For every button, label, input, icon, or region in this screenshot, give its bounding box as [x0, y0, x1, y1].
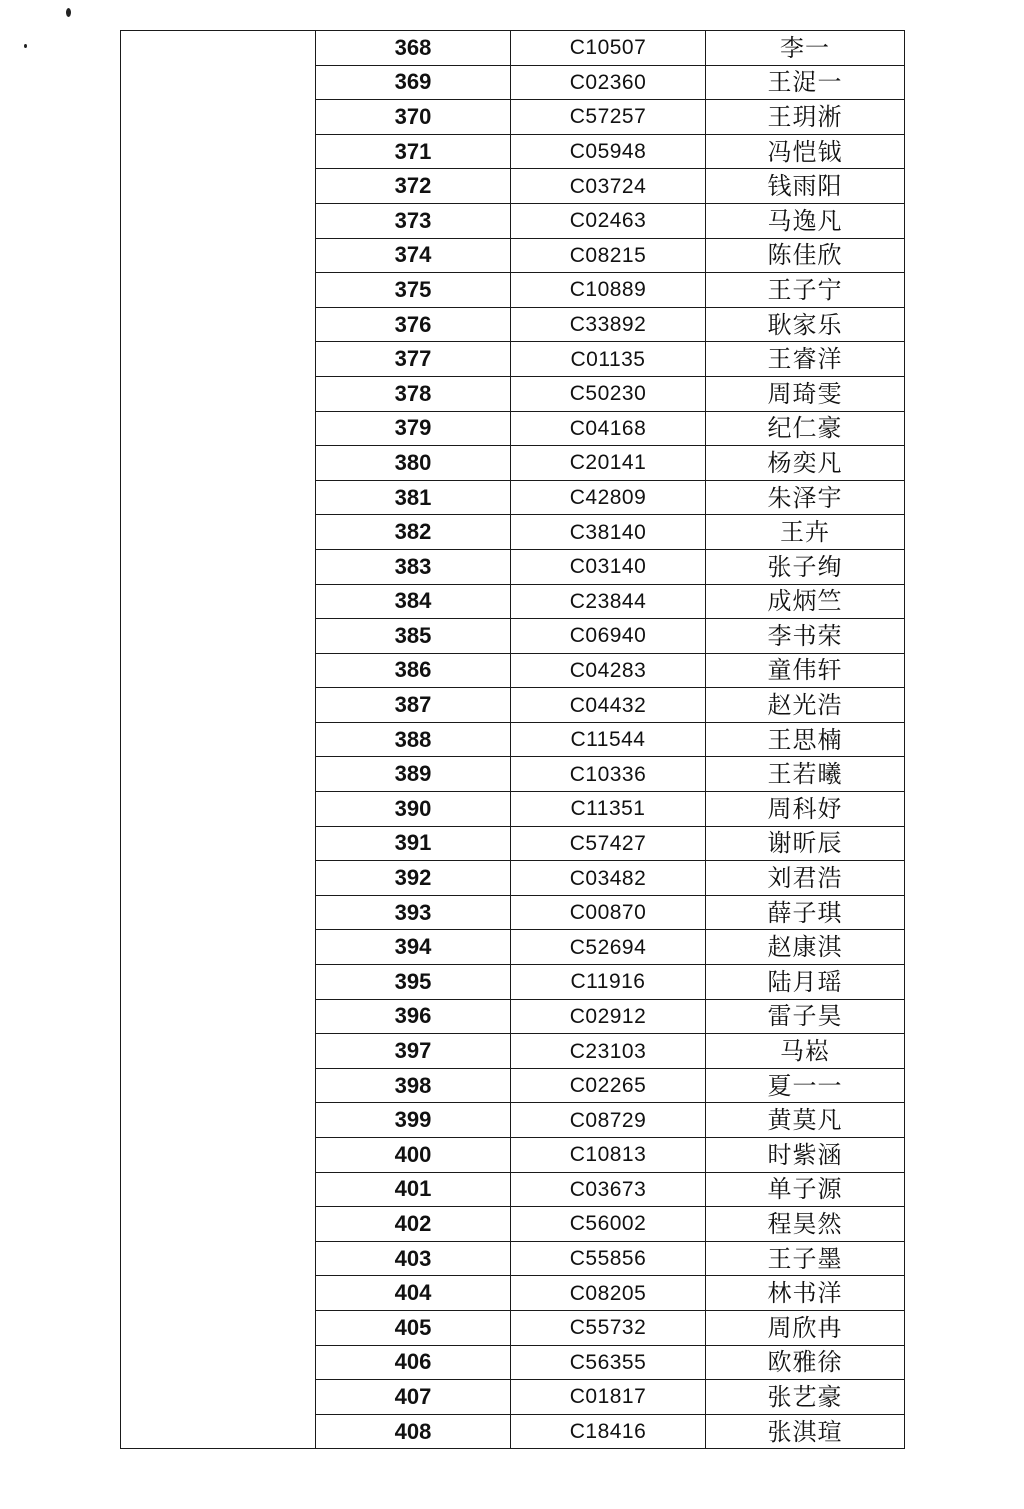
- name-cell: 张子绚: [706, 549, 905, 584]
- name-cell: 赵康淇: [706, 930, 905, 965]
- code-cell: C08729: [511, 1103, 706, 1138]
- code-cell: C57257: [511, 100, 706, 135]
- name-cell: 李书荣: [706, 619, 905, 654]
- name-cell: 刘君浩: [706, 861, 905, 896]
- scan-speck: [24, 44, 27, 48]
- code-cell: C23844: [511, 584, 706, 619]
- row-number-cell: 406: [316, 1345, 511, 1380]
- row-number-cell: 395: [316, 965, 511, 1000]
- name-cell: 王卉: [706, 515, 905, 550]
- code-cell: C56002: [511, 1207, 706, 1242]
- code-cell: C23103: [511, 1034, 706, 1069]
- row-number-cell: 381: [316, 480, 511, 515]
- code-cell: C08215: [511, 238, 706, 273]
- row-number-cell: 378: [316, 376, 511, 411]
- name-cell: 王玥淅: [706, 100, 905, 135]
- code-cell: C18416: [511, 1414, 706, 1449]
- code-cell: C33892: [511, 307, 706, 342]
- table-row: [121, 31, 905, 66]
- blank-merged-cell: [121, 31, 316, 1449]
- row-number-cell: 391: [316, 826, 511, 861]
- row-number-cell: 390: [316, 792, 511, 827]
- code-cell: C52694: [511, 930, 706, 965]
- name-cell: 时紫涵: [706, 1138, 905, 1173]
- row-number-cell: 400: [316, 1138, 511, 1173]
- name-cell: 王若曦: [706, 757, 905, 792]
- code-cell: C11351: [511, 792, 706, 827]
- code-cell: C10507: [511, 31, 706, 66]
- name-cell: 周琦雯: [706, 376, 905, 411]
- code-cell: C02360: [511, 65, 706, 100]
- name-cell: 童伟轩: [706, 653, 905, 688]
- name-cell: 王睿洋: [706, 342, 905, 377]
- code-cell: C57427: [511, 826, 706, 861]
- code-cell: C11544: [511, 722, 706, 757]
- name-cell: 薛子琪: [706, 895, 905, 930]
- row-number-cell: 398: [316, 1068, 511, 1103]
- code-cell: C05948: [511, 134, 706, 169]
- code-cell: C04168: [511, 411, 706, 446]
- row-number-cell: 404: [316, 1276, 511, 1311]
- name-cell: 李一: [706, 31, 905, 66]
- row-number-cell: 369: [316, 65, 511, 100]
- name-cell: 王浞一: [706, 65, 905, 100]
- name-cell: 陈佳欣: [706, 238, 905, 273]
- row-number-cell: 375: [316, 273, 511, 308]
- roster-body: [121, 31, 905, 1449]
- code-cell: C08205: [511, 1276, 706, 1311]
- name-cell: 谢昕辰: [706, 826, 905, 861]
- row-number-cell: 384: [316, 584, 511, 619]
- code-cell: C02912: [511, 999, 706, 1034]
- code-cell: C03673: [511, 1172, 706, 1207]
- code-cell: C50230: [511, 376, 706, 411]
- row-number-cell: 382: [316, 515, 511, 550]
- row-number-cell: 388: [316, 722, 511, 757]
- name-cell: 张艺豪: [706, 1380, 905, 1415]
- name-cell: 单子源: [706, 1172, 905, 1207]
- row-number-cell: 394: [316, 930, 511, 965]
- row-number-cell: 403: [316, 1241, 511, 1276]
- row-number-cell: 408: [316, 1414, 511, 1449]
- name-cell: 赵光浩: [706, 688, 905, 723]
- name-cell: 欧雅徐: [706, 1345, 905, 1380]
- name-cell: 杨奕凡: [706, 446, 905, 481]
- row-number-cell: 372: [316, 169, 511, 204]
- name-cell: 耿家乐: [706, 307, 905, 342]
- row-number-cell: 397: [316, 1034, 511, 1069]
- name-cell: 王子宁: [706, 273, 905, 308]
- roster-table: [120, 30, 905, 1449]
- code-cell: C10889: [511, 273, 706, 308]
- row-number-cell: 374: [316, 238, 511, 273]
- name-cell: 钱雨阳: [706, 169, 905, 204]
- row-number-cell: 379: [316, 411, 511, 446]
- code-cell: C38140: [511, 515, 706, 550]
- row-number-cell: 392: [316, 861, 511, 896]
- code-cell: C00870: [511, 895, 706, 930]
- row-number-cell: 387: [316, 688, 511, 723]
- name-cell: 张淇瑄: [706, 1414, 905, 1449]
- code-cell: C03482: [511, 861, 706, 896]
- code-cell: C04432: [511, 688, 706, 723]
- name-cell: 成炳竺: [706, 584, 905, 619]
- name-cell: 黄莫凡: [706, 1103, 905, 1138]
- row-number-cell: 380: [316, 446, 511, 481]
- name-cell: 冯恺钺: [706, 134, 905, 169]
- name-cell: 王思楠: [706, 722, 905, 757]
- scan-speck: [66, 8, 71, 17]
- code-cell: C03724: [511, 169, 706, 204]
- row-number-cell: 370: [316, 100, 511, 135]
- code-cell: C56355: [511, 1345, 706, 1380]
- code-cell: C02265: [511, 1068, 706, 1103]
- row-number-cell: 407: [316, 1380, 511, 1415]
- code-cell: C10336: [511, 757, 706, 792]
- row-number-cell: 401: [316, 1172, 511, 1207]
- name-cell: 朱泽宇: [706, 480, 905, 515]
- code-cell: C11916: [511, 965, 706, 1000]
- row-number-cell: 405: [316, 1310, 511, 1345]
- code-cell: C10813: [511, 1138, 706, 1173]
- code-cell: C02463: [511, 203, 706, 238]
- row-number-cell: 371: [316, 134, 511, 169]
- code-cell: C01817: [511, 1380, 706, 1415]
- code-cell: C42809: [511, 480, 706, 515]
- row-number-cell: 396: [316, 999, 511, 1034]
- name-cell: 王子墨: [706, 1241, 905, 1276]
- row-number-cell: 377: [316, 342, 511, 377]
- row-number-cell: 383: [316, 549, 511, 584]
- code-cell: C20141: [511, 446, 706, 481]
- name-cell: 雷子昊: [706, 999, 905, 1034]
- code-cell: C01135: [511, 342, 706, 377]
- name-cell: 周科妤: [706, 792, 905, 827]
- name-cell: 程昊然: [706, 1207, 905, 1242]
- row-number-cell: 373: [316, 203, 511, 238]
- name-cell: 夏一一: [706, 1068, 905, 1103]
- row-number-cell: 399: [316, 1103, 511, 1138]
- code-cell: C03140: [511, 549, 706, 584]
- row-number-cell: 402: [316, 1207, 511, 1242]
- code-cell: C55856: [511, 1241, 706, 1276]
- name-cell: 陆月瑶: [706, 965, 905, 1000]
- row-number-cell: 386: [316, 653, 511, 688]
- name-cell: 马逸凡: [706, 203, 905, 238]
- row-number-cell: 385: [316, 619, 511, 654]
- row-number-cell: 376: [316, 307, 511, 342]
- code-cell: C06940: [511, 619, 706, 654]
- row-number-cell: 368: [316, 31, 511, 66]
- name-cell: 马崧: [706, 1034, 905, 1069]
- name-cell: 周欣冉: [706, 1310, 905, 1345]
- row-number-cell: 389: [316, 757, 511, 792]
- name-cell: 纪仁豪: [706, 411, 905, 446]
- row-number-cell: 393: [316, 895, 511, 930]
- code-cell: C04283: [511, 653, 706, 688]
- code-cell: C55732: [511, 1310, 706, 1345]
- name-cell: 林书洋: [706, 1276, 905, 1311]
